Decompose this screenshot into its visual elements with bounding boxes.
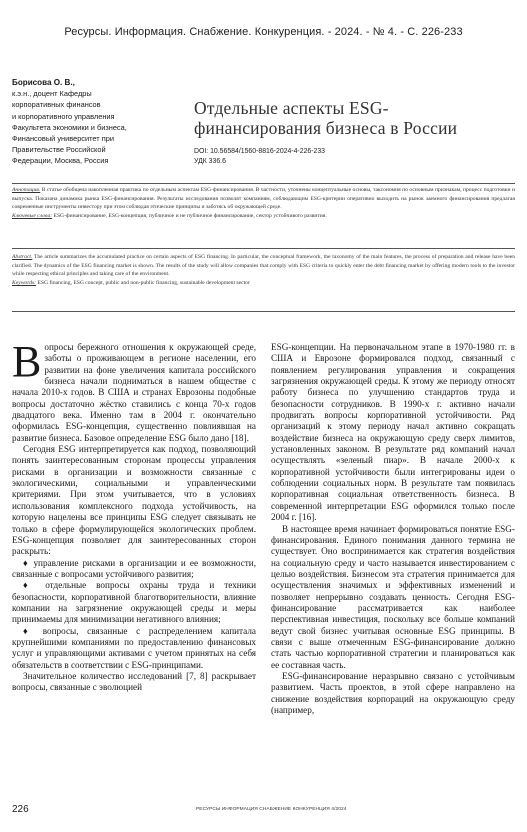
affiliation-line: и корпоративного управления [12,111,115,121]
keywords-ru-label: Ключевые слова: [12,212,53,219]
title-line: финансирования бизнеса в России [194,118,458,138]
article-title [194,98,514,138]
bullet-item: ♦ отдельные вопросы охраны труда и техники безопасности, корпоративной благотворительности, влияние компании на загрязнение окружающей среды и меры принимаемы для минимизации негативного влияния; [12,580,256,625]
body-paragraph: ESG-концепции. На первоначальном этапе в 1970-1980 гг. в США и Еврозоне формировался подход, связанный с появлением регулирования управления и сокращения загрязнения окружающей среды. К этому же периоду относят работу бизнеса по улучшению стандартов труда и безопасности сотрудников. В 1990-х г. активно начали продвигать вопросы корпоративной устойчивости. Ряд организаций к этому периоду начал активно сокращать воздействие бизнеса на окружающую среду сверх лимитов, установленных законом. В результате ряд компаний начал осуществлять «зеленый пиар». В начале 2000-х к корпоративной устойчивости были интегрированы идеи о соблюдении социальных норм. В результате там появилась корпоративная социальная ответственность бизнеса. В современной интерпретации ESG оформился только после 2004 г. [16]. [271,342,515,523]
doi: DOI: 10.56584/1560-8816-2024-4-226-233 [194,148,326,155]
drop-cap: В [12,337,42,386]
body-paragraph: В настоящее время начинает формироваться понятие ESG-финансирования. Единого понимания данного термина не существует. Оно воспринимается как стратегия воздействия на социальную среду и часто называется инвестированием с целью воздействия. Бизнесом эта стратегия принимается для осуществления значимых и эффективных изменений и позволяет непрерывно создавать ценность. Сегодня ESG-финансирование рассматривается как наиболее перспективная инвестиция, поскольку все больше компаний ведут свой бизнес учитывая основные ESG принципы. В связи с выше отмеченным ESG-финансирование должно стать частью корпоративной стратегии и планироваться как ее составная часть. [271,523,515,670]
title-block [194,98,514,167]
abstract-ru-label: Аннотация. [12,187,41,193]
abstract-en-text: The article summarizes the accumulated practice on certain aspects of ESG financing. In particular, the conceptual framework, the taxonomy of the main features, the process of preparation and release have been clarified. The dynamics of the ESG financing market is shown. The results of the study will allow companies that comply with ESG criteria to quickly enter the debt financing market by offering modern tools to the investor while respecting ethical principles and taking care of the environment. [12,254,515,278]
affiliation-line: Федерации, Москва, Россия [12,156,109,166]
page-number: 226 [12,804,29,815]
journal-header: Ресурсы. Информация. Снабжение. Конкуренция. - 2024. - № 4. - С. 226-233 [64,26,463,38]
footer-journal-name: РЕСУРСЫ ИНФОРМАЦИЯ СНАБЖЕНИЕ КОНКУРЕНЦИЯ 4/2024 [196,807,347,812]
keywords-ru-text: ESG-финансирование, ESG-концепция, публичное и не публичное финансирование, сектор устойчивого развития. [52,212,327,219]
page-footer [12,804,515,818]
affiliation-line: Финансовый университет при [12,134,114,144]
title-line: Отдельные аспекты ESG- [194,98,389,118]
abstract-ru-text: В статье обобщена накопленная практика по отдельным аспектам ESG-финансирования. В частности, уточнены концептуальные основы, таксономия по основным признакам, процесс подготовки и выпуска. Показана динамика рынка ESG-финансирования. Результаты исследования позволят компаниям, соблюдающим ESG-критерии оперативно выходить на рынок заемного финансирования предлагая современные инструменты инвестору при этом соблюдая этические принципы и заботясь об окружающей среде. [12,187,515,211]
body-paragraph: Значительное количество исследований [7, 8] раскрывает вопросы, связанные с эволюцией [12,670,256,693]
author-affiliation [12,77,194,167]
keywords-en-label: Keywords: [12,279,37,286]
affiliation-line: Правительстве Российской [12,145,106,155]
body-paragraph: ESG-финансирование неразрывно связано с устойчивым развитием. Часть проектов, в этой сфере направлено на снижение воздействия корпораций на окружающую среду (например, [271,670,515,715]
abstract-ru [12,186,515,220]
divider [12,248,515,249]
bullet-item: ♦ управление рисками в организации и ее возможности, связанные с вопросами устойчивого развития; [12,557,256,579]
body-column-left [12,337,256,694]
keywords-en-text: ESG financing, ESG concept, public and non-public financing, sustainable development sector [36,279,250,286]
body-paragraph: опросы бережного отношения к окружающей среде, заботы о проживающем в регионе населении, его развитии на фоне увеличения капитала российского бизнеса начали подниматься в нашем обществе с начала 2010-х годов. В США и странах Еврозоны подобные вопросы достаточно жёстко ставились с конца 70-х годов двадцатого века. Именно там в 2004 г. окончательно оформилась ESG-концепция, существенно повлиявшая на развитие бизнеса. Базовое определение ESG было дано [18]. [12,342,256,443]
body-paragraph: Сегодня ESG интерпретируется как подход, позволяющий понять заинтересованным сторонам процессы управления рисками в организации и возможности связанные с экологическими, социальными и управленческими критериями. При этом учитывается, что в условиях использования комплексного подхода устойчивость, на которую нацелены все принципы ESG следует связывать не только в сфере формулирующейся экологических проблем. ESG-концепция позволяет для заинтересованных сторон раскрыть: [12,444,256,557]
divider [12,311,515,312]
affiliation-line: Факультета экономики и бизнеса, [12,122,127,132]
bullet-item: ♦ вопросы, связанные с распределением капитала крупнейшими компаниями по предоставлению финансовых услуг и управляющими активами с учетом принятых на себя обязательств в соответствии с ESG-принципами. [12,625,256,670]
abstract-en-label: Abstract. [12,254,33,260]
affiliation-line: корпоративных финансов [12,100,101,110]
abstract-en [12,253,515,287]
author-name: Борисова О. В., [12,78,75,87]
divider [12,183,515,184]
affiliation-line: к.э.н., доцент Кафедры [12,89,92,99]
body-column-right [271,342,515,716]
udk: УДК 336.6 [194,158,226,165]
